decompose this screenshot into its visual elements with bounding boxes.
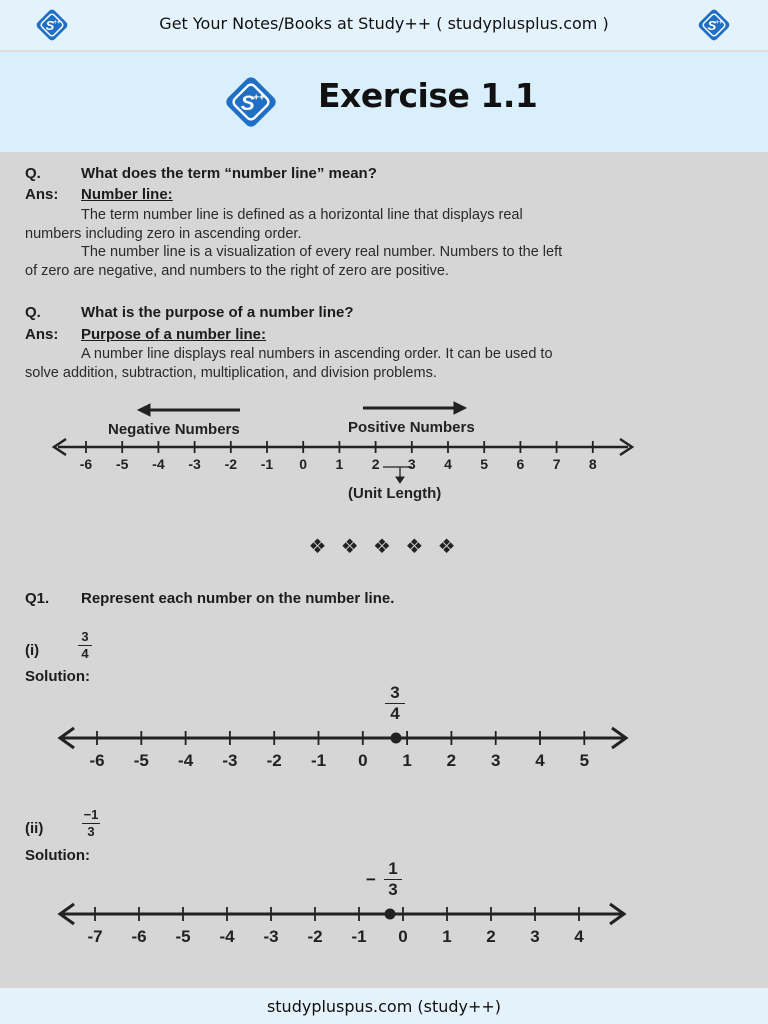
study-plus-logo-icon <box>222 73 280 131</box>
tick-label: 1 <box>335 456 344 472</box>
tick-label: 4 <box>574 927 584 946</box>
tick-label: 1 <box>402 751 412 770</box>
part-label: (i) <box>25 642 40 659</box>
question-text: What is the purpose of a number line? <box>81 304 354 321</box>
question-label: Q. <box>25 304 41 321</box>
number-line-part-ii <box>0 894 768 954</box>
tick-label: -5 <box>175 927 191 946</box>
tick-label: -3 <box>188 456 201 472</box>
part-label: (ii) <box>25 820 44 837</box>
tick-label: 5 <box>480 456 489 472</box>
negative-sign: − <box>366 870 376 889</box>
given-fraction: −1 3 <box>83 807 99 839</box>
paragraph-line: A number line displays real numbers in ascending order. It can be used to <box>81 346 553 362</box>
svg-text:S: S <box>240 92 255 116</box>
tick-label: 0 <box>358 751 368 770</box>
marked-fraction-label: 1 3 <box>384 860 402 899</box>
paragraph-line: numbers including zero in ascending order. <box>25 226 302 242</box>
paragraph-line: The term number line is defined as a horizontal line that displays real <box>81 207 523 223</box>
svg-text:S: S <box>45 18 55 33</box>
tick-label: 4 <box>444 456 452 472</box>
tick-label: -1 <box>351 927 367 946</box>
tick-label: 8 <box>588 456 597 472</box>
tick-label: -4 <box>178 751 194 770</box>
scanned-page <box>0 152 768 988</box>
tick-label: -6 <box>79 456 93 472</box>
tick-label: 0 <box>299 456 308 472</box>
tick-label: 0 <box>398 927 408 946</box>
tick-label: 1 <box>442 927 452 946</box>
paragraph-line: of zero are negative, and numbers to the right of zero are positive. <box>25 263 449 279</box>
negative-numbers-label: Negative Numbers <box>108 421 240 438</box>
tick-label: -5 <box>115 456 129 472</box>
solution-label: Solution: <box>25 668 90 685</box>
unit-length-label: (Unit Length) <box>348 485 442 502</box>
tick-label: 2 <box>446 751 457 770</box>
plotted-point <box>391 733 401 743</box>
tick-label: -3 <box>222 751 238 770</box>
svg-text:++: ++ <box>253 92 265 104</box>
tick-label: -6 <box>131 927 147 946</box>
answer-label: Ans: <box>25 186 59 203</box>
tick-label: -4 <box>152 456 165 472</box>
tick-label: -1 <box>310 751 327 770</box>
svg-text:++: ++ <box>715 20 723 26</box>
study-plus-logo-icon <box>696 7 732 43</box>
plotted-point <box>385 909 395 919</box>
svg-text:++: ++ <box>53 20 61 26</box>
answer-heading: Number line: <box>81 186 173 203</box>
question-label: Q. <box>25 165 41 182</box>
question-text: What does the term “number line” mean? <box>81 165 377 182</box>
diamond-separator: ❖ ❖ ❖ ❖ ❖ <box>308 534 460 558</box>
tick-label: -7 <box>87 927 103 946</box>
footer-text: studypluspus.com (study++) <box>266 997 502 1016</box>
answer-heading: Purpose of a number line: <box>81 326 267 343</box>
tick-label: -6 <box>89 751 105 770</box>
solution-label: Solution: <box>25 847 90 864</box>
tick-label: -3 <box>263 927 279 946</box>
tick-label: -2 <box>266 751 282 770</box>
question-text: Represent each number on the number line. <box>81 590 395 607</box>
tick-label: 3 <box>530 927 540 946</box>
svg-text:S: S <box>707 18 717 33</box>
tick-label: 6 <box>516 456 525 472</box>
tick-label: -2 <box>307 927 323 946</box>
banner-text: Get Your Notes/Books at Study++ ( studyplusplus.com ) <box>159 14 609 33</box>
page-title: Exercise 1.1 <box>318 76 538 115</box>
tick-label: 3 <box>490 751 501 770</box>
tick-label: -4 <box>219 927 235 946</box>
paragraph-line: solve addition, subtraction, multiplication, and division problems. <box>25 365 437 381</box>
tick-label: -5 <box>133 751 149 770</box>
negative-arrowhead <box>138 404 150 416</box>
positive-arrowhead <box>454 402 466 414</box>
unit-length-arrowhead <box>396 477 404 483</box>
paragraph-line: The number line is a visualization of every real number. Numbers to the left <box>81 244 563 260</box>
tick-label: 2 <box>486 927 496 946</box>
answer-label: Ans: <box>25 326 59 343</box>
tick-label: -2 <box>224 456 238 472</box>
number-line-diagram <box>0 392 768 512</box>
given-fraction: 3 4 <box>78 630 92 661</box>
question-label: Q1. <box>25 590 50 607</box>
positive-numbers-label: Positive Numbers <box>348 419 475 436</box>
marked-fraction-label: 3 4 <box>385 684 405 723</box>
number-line-part-i <box>0 718 768 778</box>
tick-label: 7 <box>552 456 561 472</box>
tick-label: -1 <box>260 456 274 472</box>
top-banner <box>0 0 768 50</box>
title-header <box>0 52 768 152</box>
tick-label: 3 <box>407 456 416 472</box>
tick-label: 5 <box>579 751 590 770</box>
footer-banner <box>0 988 768 1024</box>
tick-label: 4 <box>535 751 545 770</box>
tick-label: 2 <box>371 456 380 472</box>
